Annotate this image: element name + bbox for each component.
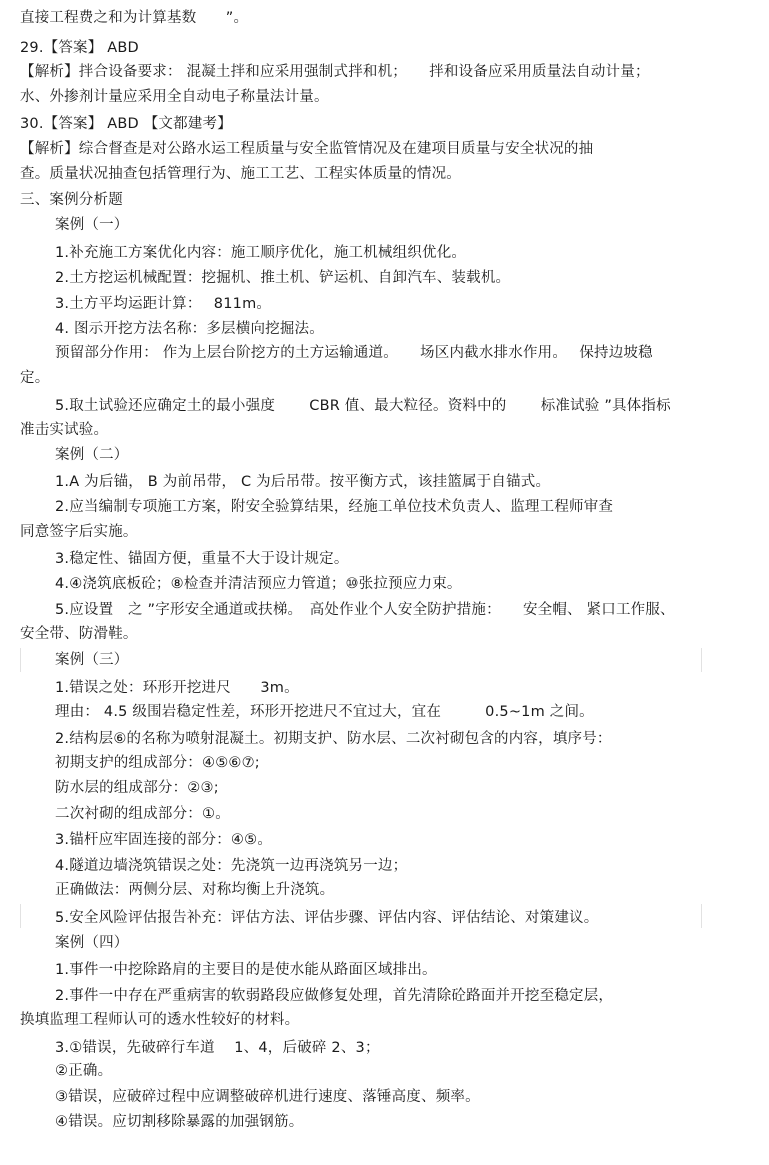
text-line: 定。 xyxy=(20,370,50,386)
answer-heading: 29.【答案】 ABD xyxy=(20,40,139,56)
section-heading: 三、案例分析题 xyxy=(20,192,123,208)
text-line: 3.锚杆应牢固连接的部分：④⑤。 xyxy=(55,832,273,848)
text-line: 2.土方挖运机械配置：挖掘机、推土机、铲运机、自卸汽车、装载机。 xyxy=(55,270,511,286)
text-line: 正确做法：两侧分层、对称均衡上升浇筑。 xyxy=(55,882,335,898)
text-line: 3.稳定性、锚固方便，重量不大于设计规定。 xyxy=(55,551,349,567)
answer-heading: 30.【答案】 ABD 【文都建考】 xyxy=(20,116,232,132)
text-line: 5.应设置 之 ”字形安全通道或扶梯。 高处作业个人安全防护措施： 安全帽、 紧口工作服、 xyxy=(55,602,675,618)
text-line: ③错误，应破碎过程中应调整破碎机进行速度、落锤高度、频率。 xyxy=(55,1089,480,1105)
text-line: 2.应当编制专项施工方案，附安全验算结果，经施工单位技术负责人、监理工程师审查 xyxy=(55,499,614,515)
text-line: 理由： 4.5 级围岩稳定性差，环形开挖进尺不宜过大，宜在 0.5~1m 之间。 xyxy=(55,704,594,720)
text-line: ②正确。 xyxy=(55,1063,113,1079)
margin-line-right-2 xyxy=(701,904,702,928)
text-line: 4.隧道边墙浇筑错误之处：先浇筑一边再浇筑另一边； xyxy=(55,858,408,874)
text-line: 查。质量状况抽查包括管理行为、施工工艺、工程实体质量的情况。 xyxy=(20,166,461,182)
text-line: 5.安全风险评估报告补充：评估方法、评估步骤、评估内容、评估结论、对策建议。 xyxy=(55,910,599,926)
text-line: 换填监理工程师认可的透水性较好的材料。 xyxy=(20,1012,300,1028)
case-heading: 案例（四） xyxy=(55,935,129,951)
text-line: 1.错误之处：环形开挖进尺 3m。 xyxy=(55,680,299,696)
text-line: 1.补充施工方案优化内容：施工顺序优化，施工机械组织优化。 xyxy=(55,245,467,261)
text-line: 准击实试验。 xyxy=(20,422,109,438)
case-heading: 案例（一） xyxy=(55,217,129,233)
text-line: 预留部分作用： 作为上层台阶挖方的土方运输通道。 场区内截水排水作用。 保持边坡稳 xyxy=(55,345,653,361)
text-line: 4. 图示开挖方法名称：多层横向挖掘法。 xyxy=(55,321,324,337)
text-line: 1.事件一中挖除路肩的主要目的是使水能从路面区域排出。 xyxy=(55,962,437,978)
text-line: 直接工程费之和为计算基数 ”。 xyxy=(20,10,249,26)
text-line: 二次衬砌的组成部分：①。 xyxy=(55,806,230,822)
text-line: 水、外掺剂计量应采用全自动电子称量法计量。 xyxy=(20,89,329,105)
text-line: 同意签字后实施。 xyxy=(20,524,138,540)
text-line: 2.结构层⑥的名称为喷射混凝土。初期支护、防水层、二次衬砌包含的内容，填序号： xyxy=(55,731,612,747)
margin-line-right-1 xyxy=(701,648,702,672)
margin-line-left-1 xyxy=(20,648,21,672)
analysis-line: 【解析】拌合设备要求： 混凝土拌和应采用强制式拌和机； 拌和设备应采用质量法自动计量； xyxy=(20,64,650,80)
text-line: 2.事件一中存在严重病害的软弱路段应做修复处理，首先清除砼路面并开挖至稳定层， xyxy=(55,988,614,1004)
text-line: 安全带、防滑鞋。 xyxy=(20,626,138,642)
text-line: ④错误。应切割移除暴露的加强钢筋。 xyxy=(55,1114,304,1130)
text-line: 3.土方平均运距计算： 811m。 xyxy=(55,296,272,312)
text-line: 3.①错误，先破碎行车道 1、4，后破碎 2、3； xyxy=(55,1040,380,1056)
text-line: 1.A 为后锚， B 为前吊带， C 为后吊带。按平衡方式，该挂篮属于自锚式。 xyxy=(55,474,551,490)
text-line: 4.④浇筑底板砼；⑧检查并清洁预应力管道；⑩张拉预应力束。 xyxy=(55,576,462,592)
text-line: 初期支护的组成部分：④⑤⑥⑦; xyxy=(55,755,260,771)
case-heading: 案例（三） xyxy=(55,652,129,668)
analysis-line: 【解析】综合督查是对公路水运工程质量与安全监管情况及在建项目质量与安全状况的抽 xyxy=(20,141,594,157)
margin-line-left-2 xyxy=(20,904,21,928)
text-line: 5.取土试验还应确定土的最小强度 CBR 值、最大粒径。资料中的 标准试验 ”具体指标 xyxy=(55,398,671,414)
case-heading: 案例（二） xyxy=(55,447,129,463)
text-line: 防水层的组成部分：②③; xyxy=(55,780,219,796)
